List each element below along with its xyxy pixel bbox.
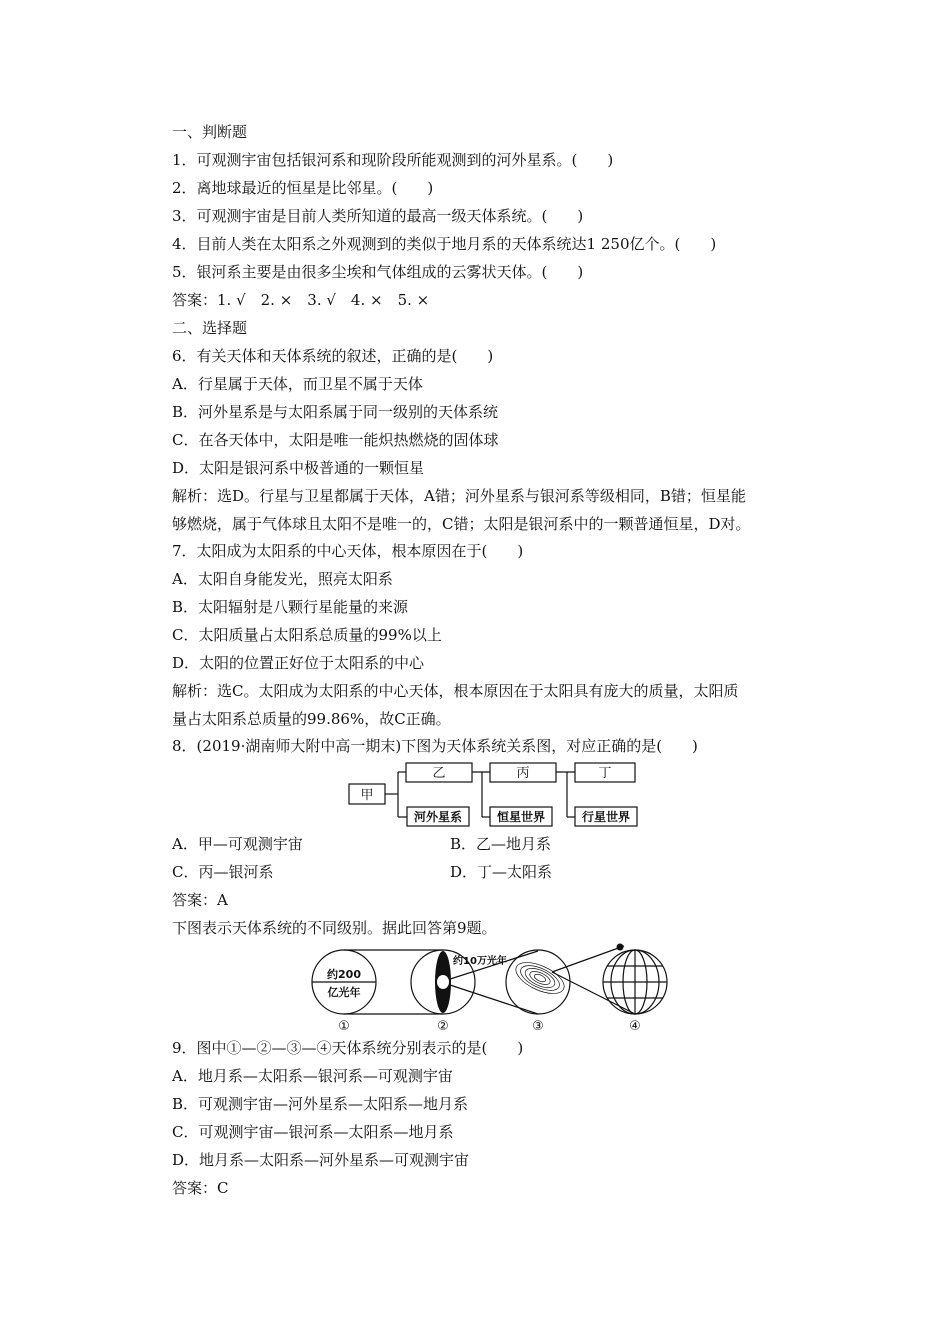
q7-option-d: D．太阳的位置正好位于太阳系的中心: [172, 654, 425, 672]
figure9-label1-top: 约200: [327, 968, 361, 981]
q9-option-c: C．可观测宇宙—银河系—太阳系—地月系: [172, 1123, 454, 1141]
q9-intro: 下图表示天体系统的不同级别。据此回答第9题。: [172, 919, 497, 937]
figure9-num3: ③: [532, 1019, 544, 1034]
q9-levels-figure: [300, 942, 685, 1034]
q8-option-d: D．丁—太阳系: [450, 863, 553, 881]
label-galaxies: 河外星系: [413, 810, 463, 824]
q6-option-a: A．行星属于天体，而卫星不属于天体: [172, 375, 423, 393]
section2-heading: 二、选择题: [172, 319, 248, 337]
label-ding: 丁: [598, 766, 612, 781]
q7-analysis-line1: 解析：选C。太阳成为太阳系的中心天体，根本原因在于太阳具有庞大的质量，太阳质: [172, 682, 739, 700]
section1-answer: 答案：1. √ 2. × 3. √ 4. × 5. ×: [172, 291, 430, 309]
label-planet-world: 行星世界: [581, 810, 631, 824]
circle-solar-system: [506, 950, 570, 1014]
q8-system-diagram: [340, 760, 650, 832]
q8-option-b: B．乙—地月系: [450, 835, 552, 853]
figure9-num2: ②: [437, 1019, 449, 1034]
q8-option-c: C．丙—银河系: [172, 863, 274, 881]
figure9-num1: ①: [338, 1019, 350, 1034]
label-yi: 乙: [432, 766, 446, 781]
q9-option-a: A．地月系—太阳系—银河系—可观测宇宙: [172, 1067, 453, 1085]
q8-answer: 答案：A: [172, 891, 228, 909]
q9-answer: 答案：C: [172, 1179, 229, 1197]
q8-stem: 8．(2019·湖南师大附中高一期末)下图为天体系统关系图，对应正确的是( ): [172, 737, 698, 755]
q6-option-d: D．太阳是银河系中极普通的一颗恒星: [172, 459, 425, 477]
q9-option-d: D．地月系—太阳系—河外星系—可观测宇宙: [172, 1151, 470, 1169]
judge-item-3: 3．可观测宇宙是目前人类所知道的最高一级天体系统。( ): [172, 207, 584, 225]
q7-stem: 7．太阳成为太阳系的中心天体，根本原因在于( ): [172, 542, 524, 560]
moon-dot: [617, 944, 624, 951]
q7-option-c: C．太阳质量占太阳系总质量的99%以上: [172, 626, 442, 644]
section1-heading: 一、判断题: [172, 123, 248, 141]
label-star-world: 恒星世界: [496, 810, 546, 824]
label-jia: 甲: [360, 788, 374, 803]
figure9-label2: 约10万光年: [453, 956, 507, 967]
q6-analysis-line2: 够燃烧，属于气体球且太阳不是唯一的，C错；太阳是银河系中的一颗普通恒星，D对。: [172, 515, 751, 533]
q6-option-c: C．在各天体中，太阳是唯一能炽热燃烧的固体球: [172, 431, 499, 449]
q7-option-b: B．太阳辐射是八颗行星能量的来源: [172, 598, 409, 616]
q6-option-b: B．河外星系是与太阳系属于同一级别的天体系统: [172, 403, 499, 421]
q6-stem: 6．有关天体和天体系统的叙述，正确的是( ): [172, 347, 494, 365]
label-bing: 丙: [516, 766, 530, 781]
galaxy-core: [437, 975, 449, 989]
q7-option-a: A．太阳自身能发光，照亮太阳系: [172, 570, 393, 588]
judge-item-5: 5．银河系主要是由很多尘埃和气体组成的云雾状天体。( ): [172, 263, 584, 281]
q9-option-b: B．可观测宇宙—河外星系—太阳系—地月系: [172, 1095, 469, 1113]
q8-option-a: A．甲—可观测宇宙: [172, 835, 303, 853]
figure9-num4: ④: [629, 1019, 641, 1034]
figure9-label1-bottom: 亿光年: [327, 986, 361, 999]
q7-analysis-line2: 量占太阳系总质量的99.86%，故C正确。: [172, 710, 451, 728]
q9-stem: 9．图中①—②—③—④天体系统分别表示的是( ): [172, 1039, 524, 1057]
judge-item-1: 1．可观测宇宙包括银河系和现阶段所能观测到的河外星系。( ): [172, 151, 614, 169]
judge-item-2: 2．离地球最近的恒星是比邻星。( ): [172, 179, 434, 197]
judge-item-4: 4．目前人类在太阳系之外观测到的类似于地月系的天体系统达1 250亿个。( ): [172, 235, 717, 253]
q6-analysis-line1: 解析：选D。行星与卫星都属于天体，A错；河外星系与银河系等级相同，B错；恒星能: [172, 487, 746, 505]
